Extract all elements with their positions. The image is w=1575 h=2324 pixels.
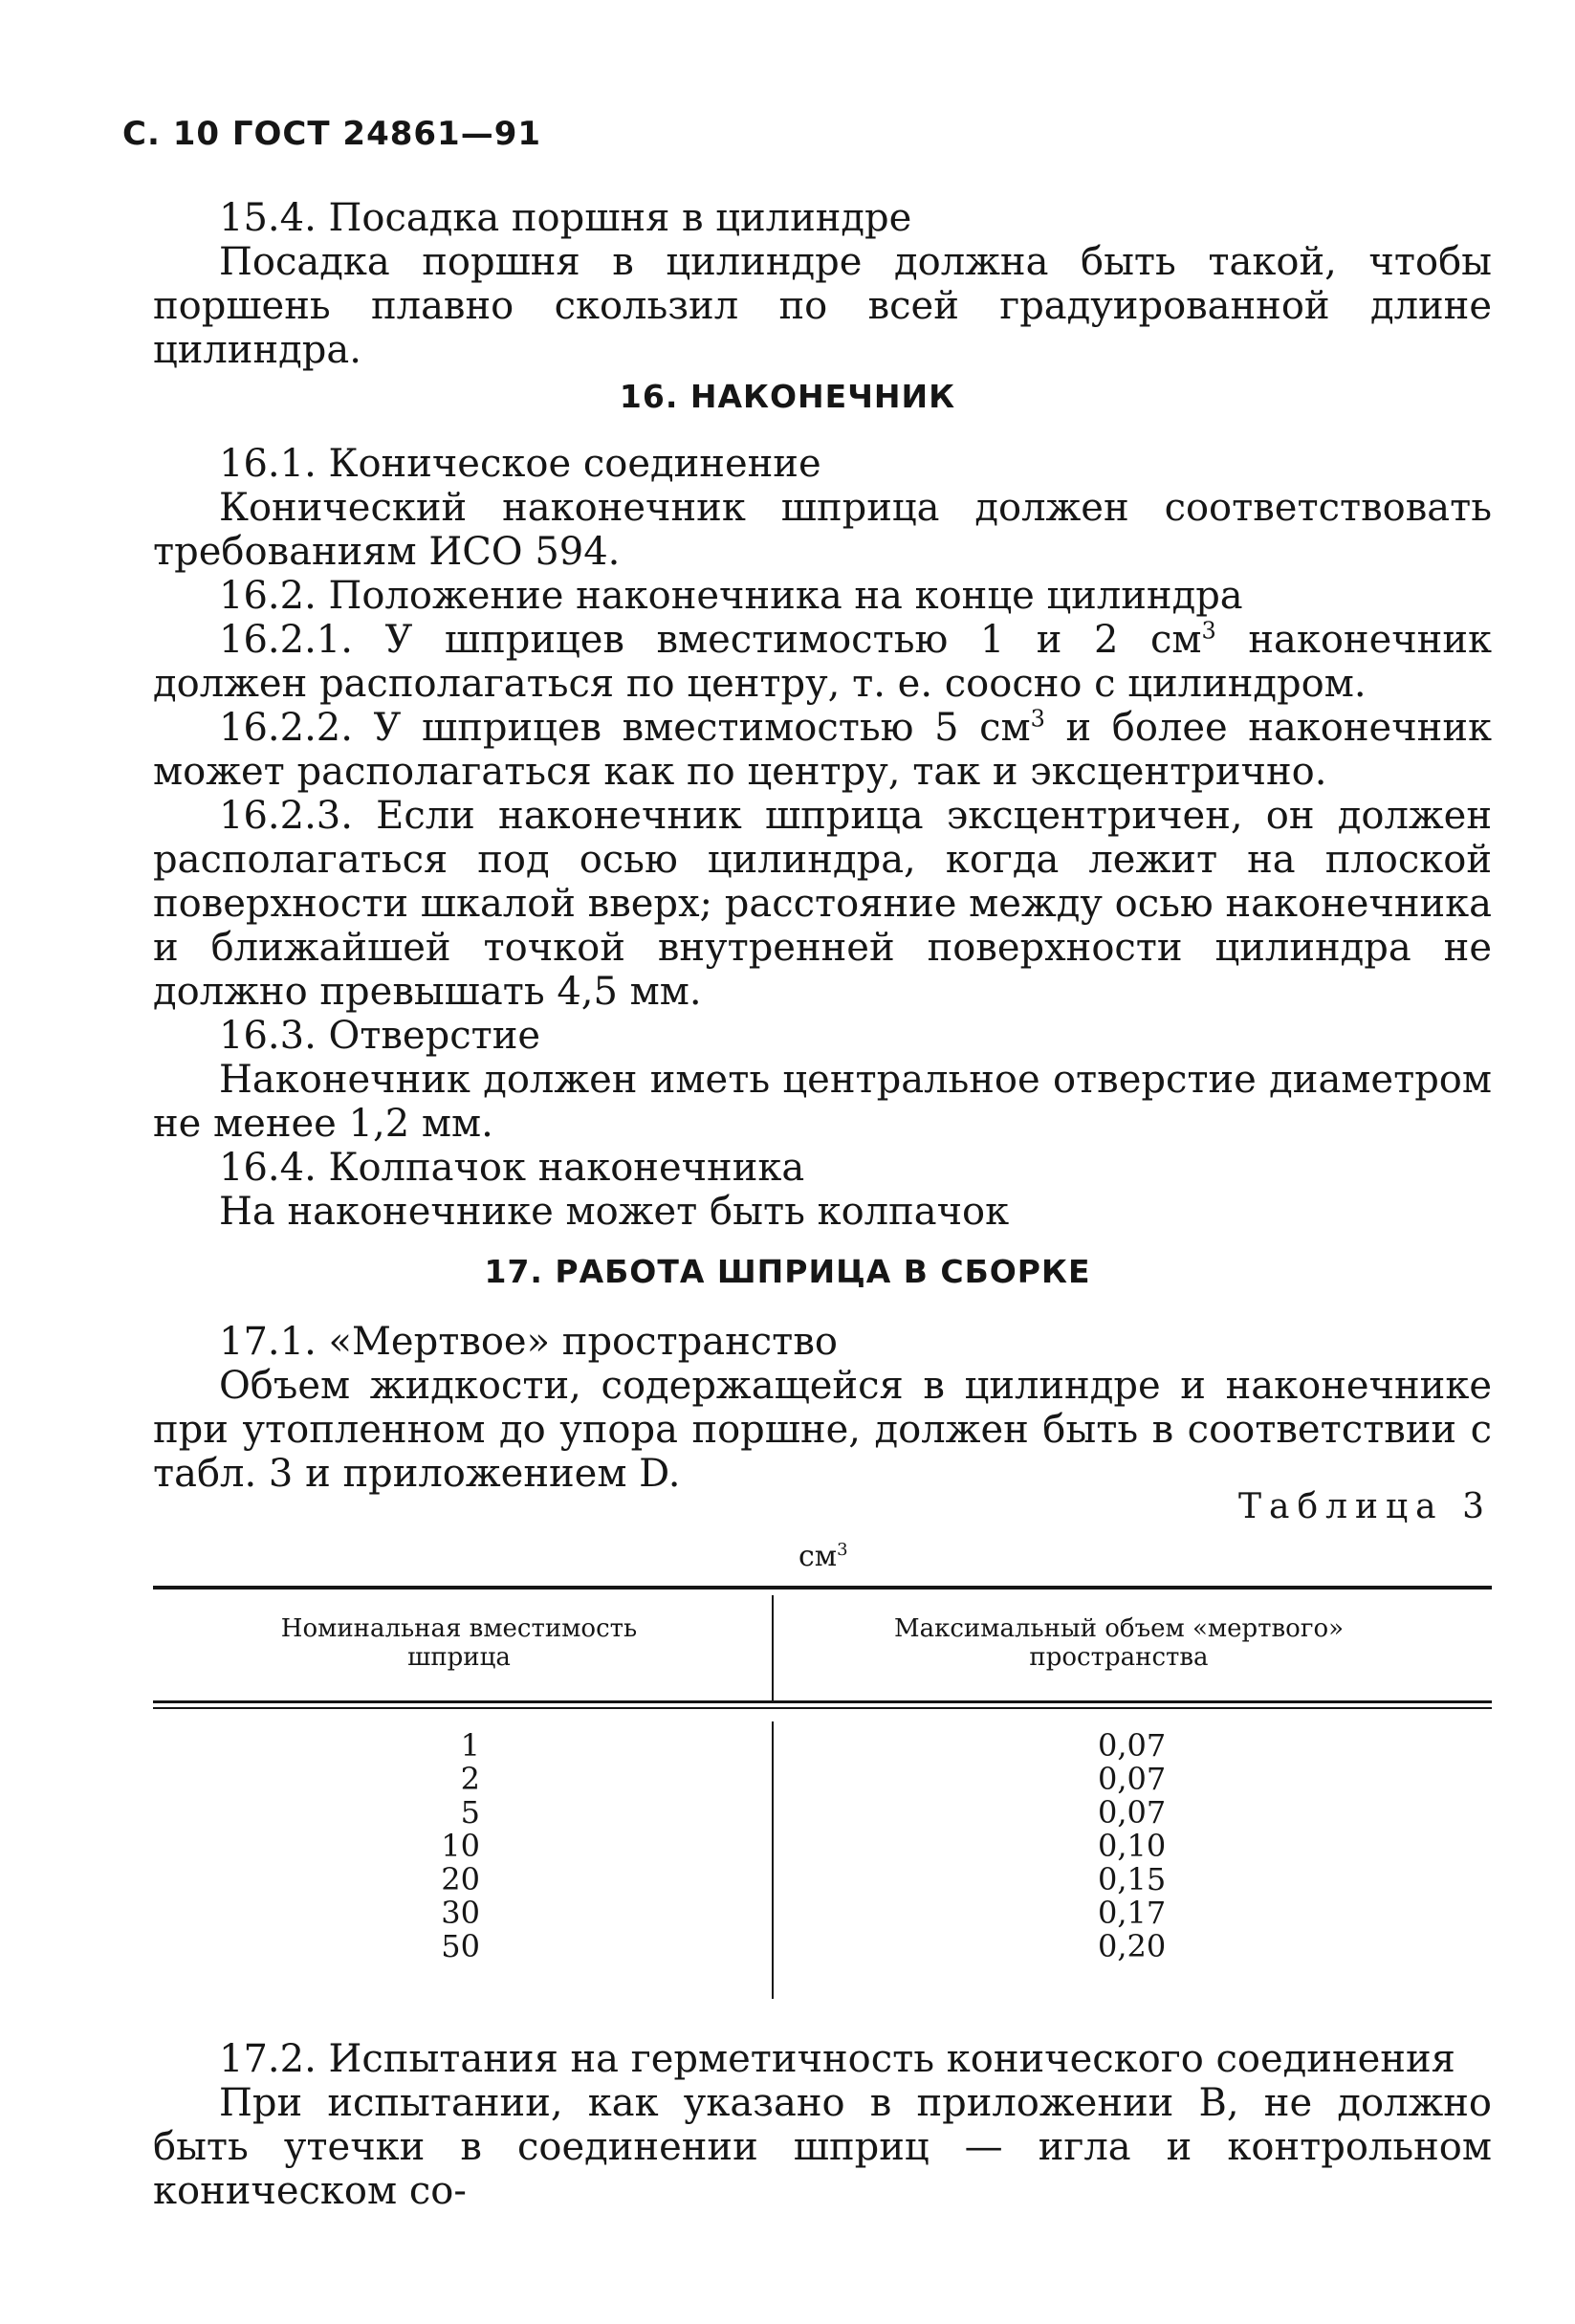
p17-2-title: 17.2. Испытания на герметичность конического соединения (219, 2037, 1455, 2081)
p16-2-2-b: и более наконечник может располагаться как по центру, так и эксцентрично. (153, 706, 1492, 794)
table-cell-dead-space: 0,07 (1098, 1794, 1167, 1831)
table-header-capacity: Номинальная вместимость шприца (280, 1614, 638, 1672)
table-header-rule-2 (153, 1707, 1492, 1709)
table-cell-capacity: 50 (441, 1928, 480, 1964)
p16-2-3: 16.2.3. Если наконечник шприца эксцентричен, он должен располагаться под осью цилиндра, когда лежит на плоской поверхности шкалой вверх; расстояние между осью наконечника и ближайшей точкой внутренней поверхности цилиндра не должно превышать 4,5 мм. (153, 794, 1492, 1014)
table-cell-dead-space: 0,07 (1098, 1727, 1167, 1764)
section-16-body (153, 442, 1492, 1234)
table-column-capacity (402, 1729, 480, 1963)
table-column-dead-space (1098, 1729, 1184, 1963)
p16-3-title: 16.3. Отверстие (219, 1014, 541, 1058)
table-header-dead-space: Максимальный объем «мертвого» пространства (893, 1614, 1345, 1672)
p16-2-title: 16.2. Положение наконечника на конце цилиндра (219, 574, 1243, 618)
table-cell-dead-space: 0,10 (1098, 1828, 1167, 1864)
section-17-heading: 17. РАБОТА ШПРИЦА В СБОРКЕ (484, 1253, 1091, 1290)
p16-2-1-sup: 3 (1201, 617, 1216, 645)
p16-2-2-sup: 3 (1030, 705, 1045, 733)
table-header-divider (772, 1595, 774, 1700)
section-15-4 (153, 196, 1492, 372)
table-cell-dead-space: 0,07 (1098, 1761, 1167, 1797)
p16-2-1-b: наконечник должен располагаться по центру, т. е. соосно с цилиндром. (153, 618, 1492, 706)
p16-1-text: Конический наконечник шприца должен соответствовать требованиям ИСО 594. (153, 486, 1492, 574)
table-cell-capacity: 30 (441, 1895, 480, 1931)
p17-2-text: При испытании, как указано в приложении В, не должно быть утечки в соединении шприц — игла и контрольном коническом со- (153, 2081, 1492, 2213)
p16-4-text: На наконечнике может быть колпачок (219, 1190, 1010, 1234)
section-16-heading: 16. НАКОНЕЧНИК (619, 378, 956, 415)
p16-3-text: Наконечник должен иметь центральное отверстие диаметром не менее 1,2 мм. (153, 1058, 1492, 1146)
table-caption: Таблица 3 (1238, 1487, 1492, 1526)
page-header: С. 10 ГОСТ 24861—91 (122, 115, 542, 153)
p16-2-1 (153, 618, 1492, 706)
table-cell-capacity: 2 (460, 1761, 480, 1797)
table-top-rule (153, 1586, 1492, 1590)
table-cell-capacity: 5 (460, 1794, 480, 1831)
section-15-4-text: Посадка поршня в цилиндре должна быть такой, чтобы поршень плавно скользил по всей градуированной длине цилиндра. (153, 240, 1492, 372)
table-body-divider (772, 1721, 774, 1999)
table-cell-dead-space: 0,15 (1098, 1861, 1167, 1897)
table-unit-sup: 3 (837, 1540, 848, 1560)
section-15-4-title: 15.4. Посадка поршня в цилиндре (219, 196, 912, 240)
p16-1-title: 16.1. Коническое соединение (219, 442, 821, 486)
section-17-2 (153, 2037, 1492, 2213)
table-cell-dead-space: 0,17 (1098, 1895, 1167, 1931)
p17-1-title: 17.1. «Мертвое» пространство (219, 1320, 838, 1364)
section-17-1 (153, 1320, 1492, 1496)
p16-2-2 (153, 706, 1492, 794)
p16-2-2-a: 16.2.2. У шприцев вместимостью 5 см (219, 706, 1031, 750)
p16-2-1-a: 16.2.1. У шприцев вместимостью 1 и 2 см (219, 618, 1202, 662)
table-header-rule-1 (153, 1700, 1492, 1703)
table-cell-capacity: 10 (441, 1828, 480, 1864)
table-cell-dead-space: 0,20 (1098, 1928, 1167, 1964)
table-unit (798, 1540, 848, 1573)
table-unit-text: см (798, 1540, 838, 1573)
p16-4-title: 16.4. Колпачок наконечника (219, 1146, 805, 1190)
p17-1-text: Объем жидкости, содержащейся в цилиндре и наконечнике при утопленном до упора поршне, должен быть в соответствии с табл. 3 и приложением D. (153, 1364, 1492, 1496)
table-cell-capacity: 1 (460, 1727, 480, 1764)
table-cell-capacity: 20 (441, 1861, 480, 1897)
